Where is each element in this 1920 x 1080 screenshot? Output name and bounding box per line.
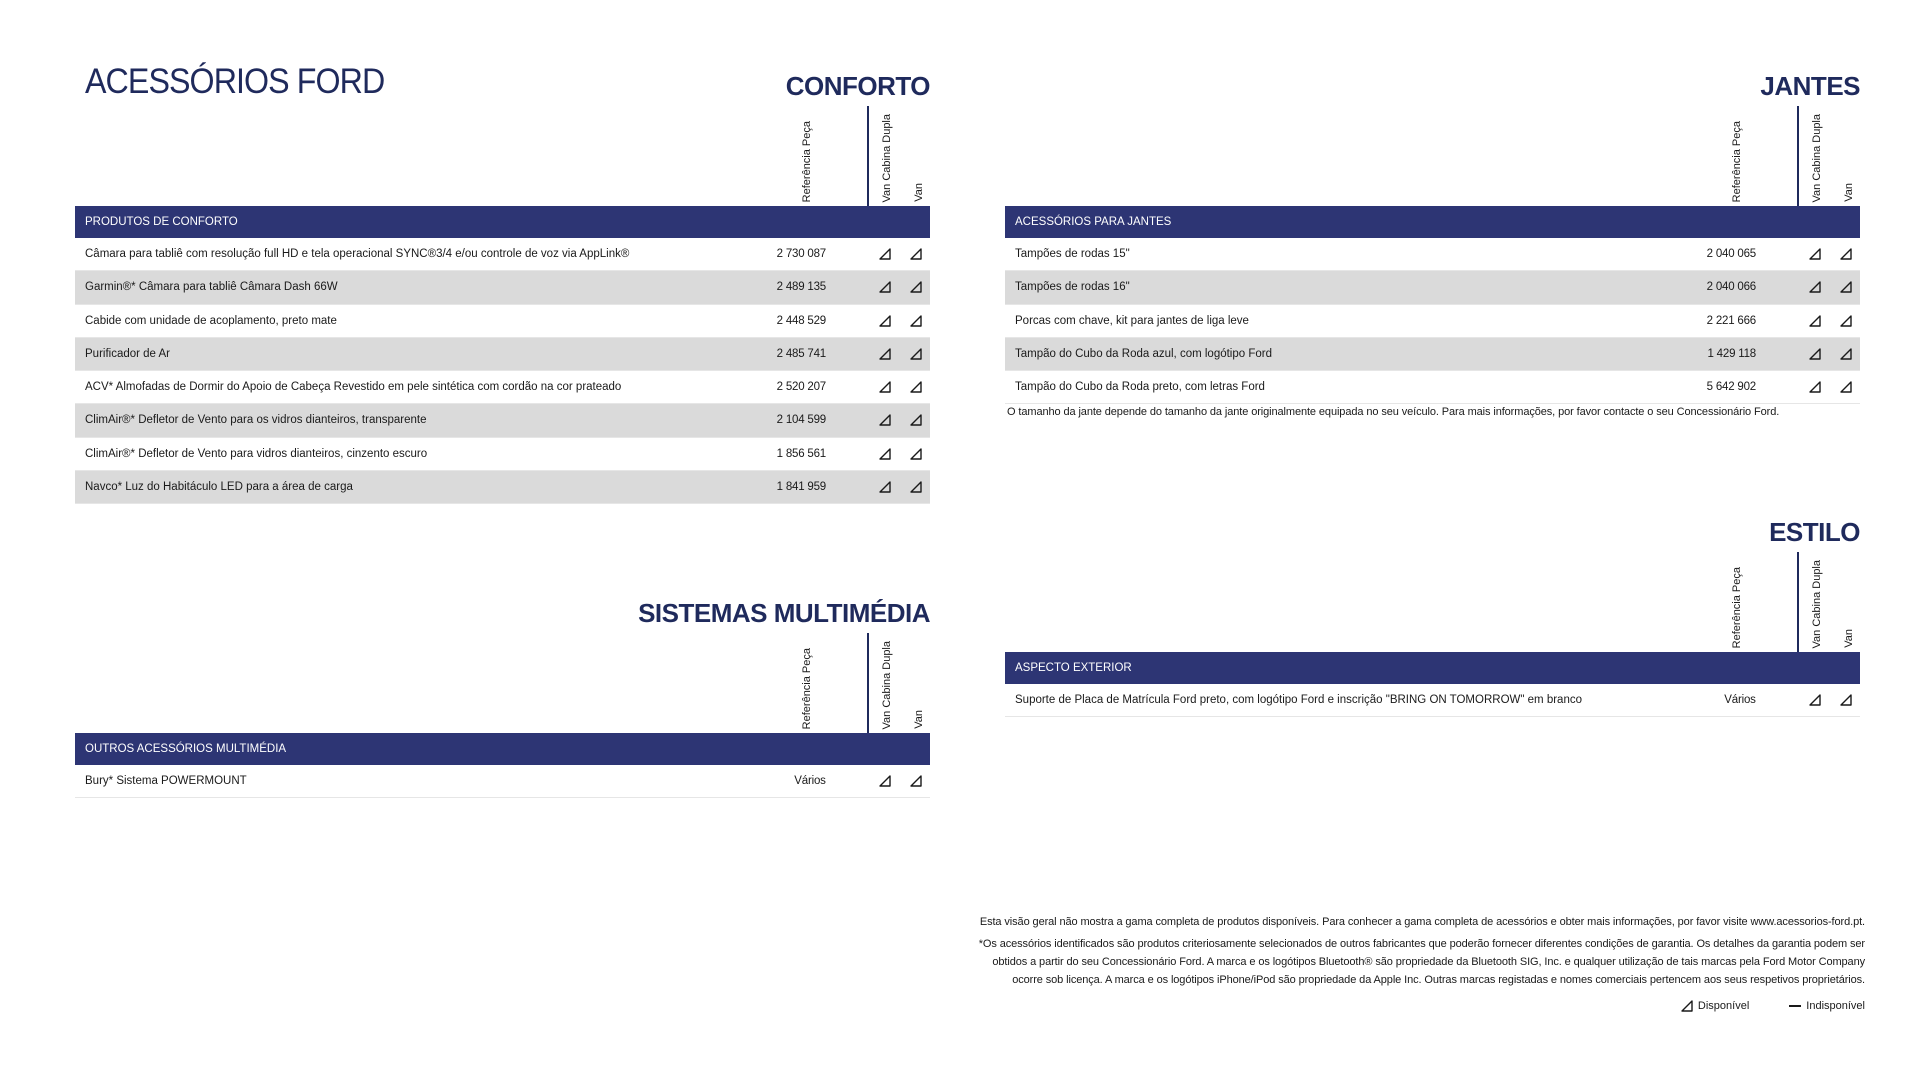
available-icon bbox=[910, 448, 922, 460]
column-headers bbox=[1005, 106, 1860, 206]
col-van-label: Van bbox=[913, 710, 925, 729]
item-ref: Vários bbox=[1724, 694, 1756, 706]
col-vcd-label: Van Cabina Dupla bbox=[1811, 559, 1823, 648]
legend-available bbox=[1681, 1000, 1749, 1012]
available-icon bbox=[910, 281, 922, 293]
available-icon bbox=[1840, 348, 1852, 360]
section-title: ESTILO bbox=[1769, 517, 1860, 547]
jantes-note: O tamanho da jante depende do tamanho da jante originalmente equipada no seu veículo. Para mais informações, por favor contacte o seu Concessionário Ford. bbox=[1007, 406, 1780, 419]
col-vcd-label: Van Cabina Dupla bbox=[1811, 113, 1823, 202]
item-name: Tampões de rodas 16" bbox=[1015, 281, 1130, 294]
item-ref: 1 856 561 bbox=[776, 447, 826, 460]
col-ref-label: Referência Peça bbox=[801, 120, 813, 202]
item-ref: 2 730 087 bbox=[776, 248, 826, 260]
category-bar: ASPECTO EXTERIOR bbox=[1005, 652, 1860, 684]
column-headers bbox=[75, 633, 930, 733]
legend-unavailable bbox=[1789, 1000, 1865, 1012]
section-multimedia bbox=[75, 593, 930, 798]
section-conforto bbox=[75, 66, 930, 504]
table-row bbox=[75, 471, 930, 504]
unavailable-icon bbox=[1789, 1005, 1801, 1007]
table-row bbox=[75, 338, 930, 371]
item-name: ACV* Almofadas de Dormir do Apoio de Cabeça Revestido em pele sintética com cordão na cor prateado bbox=[85, 381, 622, 394]
table-row bbox=[75, 438, 930, 471]
table-row bbox=[75, 371, 930, 404]
category-bar: PRODUTOS DE CONFORTO bbox=[75, 206, 930, 238]
col-ref-label: Referência Peça bbox=[801, 647, 813, 729]
legend-available-label: Disponível bbox=[1697, 1000, 1750, 1012]
item-name: Câmara para tabliê com resolução full HD e tela operacional SYNC®3/4 e/ou controle de voz via AppLink® bbox=[85, 248, 630, 260]
available-icon bbox=[1809, 381, 1821, 393]
legend bbox=[1681, 1000, 1865, 1012]
item-ref: 2 104 599 bbox=[776, 414, 826, 427]
column-headers bbox=[75, 106, 930, 206]
table-rows bbox=[75, 238, 930, 504]
available-icon bbox=[879, 775, 891, 787]
table-rows bbox=[75, 765, 930, 798]
item-name: Navco* Luz do Habitáculo LED para a área de carga bbox=[85, 481, 353, 494]
table-row bbox=[75, 238, 930, 271]
item-name: Purificador de Ar bbox=[85, 347, 171, 360]
footer-line-2: *Os acessórios identificados são produtos criteriosamente selecionados de outros fabricantes que poderão fornecer diferentes condições de garantia. Os detalhes da garantia podem ser obtidos a partir do seu Concessionário Ford. A marca e os logótipos Bluetooth® são propriedade da Bluetooth SIG, Inc. e qualquer utilização de tais marcas pela Ford Motor Company ocorre sob licença. A marca e os logótipos iPhone/iPod são propriedade da Apple Inc. Outras marcas registadas e nomes comerciais pertencem aos seus respetivos proprietários. bbox=[978, 938, 1865, 986]
category-bar: ACESSÓRIOS PARA JANTES bbox=[1005, 206, 1860, 238]
item-ref: 1 429 118 bbox=[1707, 347, 1756, 360]
item-ref: 2 040 065 bbox=[1706, 248, 1756, 260]
available-icon bbox=[1809, 281, 1821, 293]
table-row bbox=[1005, 371, 1860, 404]
available-icon bbox=[910, 248, 922, 260]
category-bar: OUTROS ACESSÓRIOS MULTIMÉDIA bbox=[75, 733, 930, 765]
col-ref-label: Referência Peça bbox=[1731, 566, 1743, 648]
column-divider bbox=[1797, 106, 1799, 206]
legend-unavailable-label: Indisponível bbox=[1806, 1000, 1865, 1012]
item-ref: 2 221 666 bbox=[1706, 314, 1756, 327]
footer-line-1: Esta visão geral não mostra a gama completa de produtos disponíveis. Para conhecer a gama completa de acessórios e obter mais informações, por favor visite www.acessorios-ford.pt. bbox=[979, 916, 1865, 928]
available-icon bbox=[879, 348, 891, 360]
available-icon bbox=[910, 414, 922, 426]
table-row bbox=[1005, 271, 1860, 304]
available-icon bbox=[879, 481, 891, 493]
item-ref: 2 040 066 bbox=[1706, 281, 1756, 294]
available-icon bbox=[879, 381, 891, 393]
col-vcd-label: Van Cabina Dupla bbox=[881, 640, 893, 729]
item-name: ClimAir®* Defletor de Vento para vidros dianteiros, cinzento escuro bbox=[85, 447, 428, 460]
available-icon bbox=[1840, 381, 1852, 393]
item-name: Bury* Sistema POWERMOUNT bbox=[85, 775, 247, 787]
col-van-label: Van bbox=[913, 183, 925, 202]
available-icon bbox=[879, 281, 891, 293]
table-row bbox=[75, 765, 930, 798]
available-icon bbox=[1681, 1000, 1693, 1012]
item-ref: 1 841 959 bbox=[776, 481, 826, 494]
available-icon bbox=[910, 381, 922, 393]
available-icon bbox=[1840, 281, 1852, 293]
section-estilo bbox=[1005, 512, 1860, 717]
section-title: SISTEMAS MULTIMÉDIA bbox=[638, 598, 930, 628]
table-row bbox=[1005, 305, 1860, 338]
item-name: Cabide com unidade de acoplamento, preto mate bbox=[85, 314, 337, 327]
available-icon bbox=[879, 414, 891, 426]
table-row bbox=[1005, 238, 1860, 271]
column-divider bbox=[1797, 552, 1799, 652]
available-icon bbox=[1809, 694, 1821, 706]
item-name: ClimAir®* Defletor de Vento para os vidros dianteiros, transparente bbox=[85, 414, 427, 427]
item-ref: 2 489 135 bbox=[776, 281, 826, 294]
item-ref: 2 520 207 bbox=[776, 381, 826, 394]
available-icon bbox=[1840, 248, 1852, 260]
item-ref: 2 448 529 bbox=[776, 314, 826, 327]
item-ref: Vários bbox=[794, 775, 826, 787]
footer-disclaimer bbox=[965, 913, 1865, 993]
table-rows bbox=[1005, 238, 1860, 404]
available-icon bbox=[910, 775, 922, 787]
section-jantes bbox=[1005, 66, 1860, 418]
available-icon bbox=[910, 348, 922, 360]
section-title: JANTES bbox=[1760, 71, 1860, 101]
item-ref: 5 642 902 bbox=[1706, 381, 1756, 394]
item-name: Garmin®* Câmara para tabliê Câmara Dash 66W bbox=[85, 281, 338, 294]
table-row bbox=[75, 271, 930, 304]
item-name: Tampões de rodas 15" bbox=[1015, 248, 1130, 260]
available-icon bbox=[879, 248, 891, 260]
available-icon bbox=[1809, 248, 1821, 260]
available-icon bbox=[879, 448, 891, 460]
item-name: Tampão do Cubo da Roda azul, com logótipo Ford bbox=[1015, 347, 1272, 360]
table-row bbox=[1005, 684, 1860, 717]
item-name: Suporte de Placa de Matrícula Ford preto, com logótipo Ford e inscrição "BRING ON TOMORROW" em branco bbox=[1015, 694, 1582, 706]
section-title: CONFORTO bbox=[785, 71, 930, 101]
available-icon bbox=[1809, 315, 1821, 327]
available-icon bbox=[1840, 315, 1852, 327]
item-ref: 2 485 741 bbox=[776, 347, 826, 360]
column-divider bbox=[867, 633, 869, 733]
available-icon bbox=[910, 315, 922, 327]
table-rows bbox=[1005, 684, 1860, 717]
table-row bbox=[1005, 338, 1860, 371]
column-headers bbox=[1005, 552, 1860, 652]
column-divider bbox=[867, 106, 869, 206]
table-row bbox=[75, 404, 930, 437]
table-row bbox=[75, 305, 930, 338]
item-name: Tampão do Cubo da Roda preto, com letras Ford bbox=[1015, 381, 1265, 394]
page-title: ACESSÓRIOS FORD bbox=[85, 62, 385, 101]
col-vcd-label: Van Cabina Dupla bbox=[881, 113, 893, 202]
item-name: Porcas com chave, kit para jantes de liga leve bbox=[1015, 314, 1249, 327]
available-icon bbox=[1840, 694, 1852, 706]
available-icon bbox=[910, 481, 922, 493]
available-icon bbox=[1809, 348, 1821, 360]
col-ref-label: Referência Peça bbox=[1731, 120, 1743, 202]
available-icon bbox=[879, 315, 891, 327]
col-van-label: Van bbox=[1843, 183, 1855, 202]
col-van-label: Van bbox=[1843, 629, 1855, 648]
